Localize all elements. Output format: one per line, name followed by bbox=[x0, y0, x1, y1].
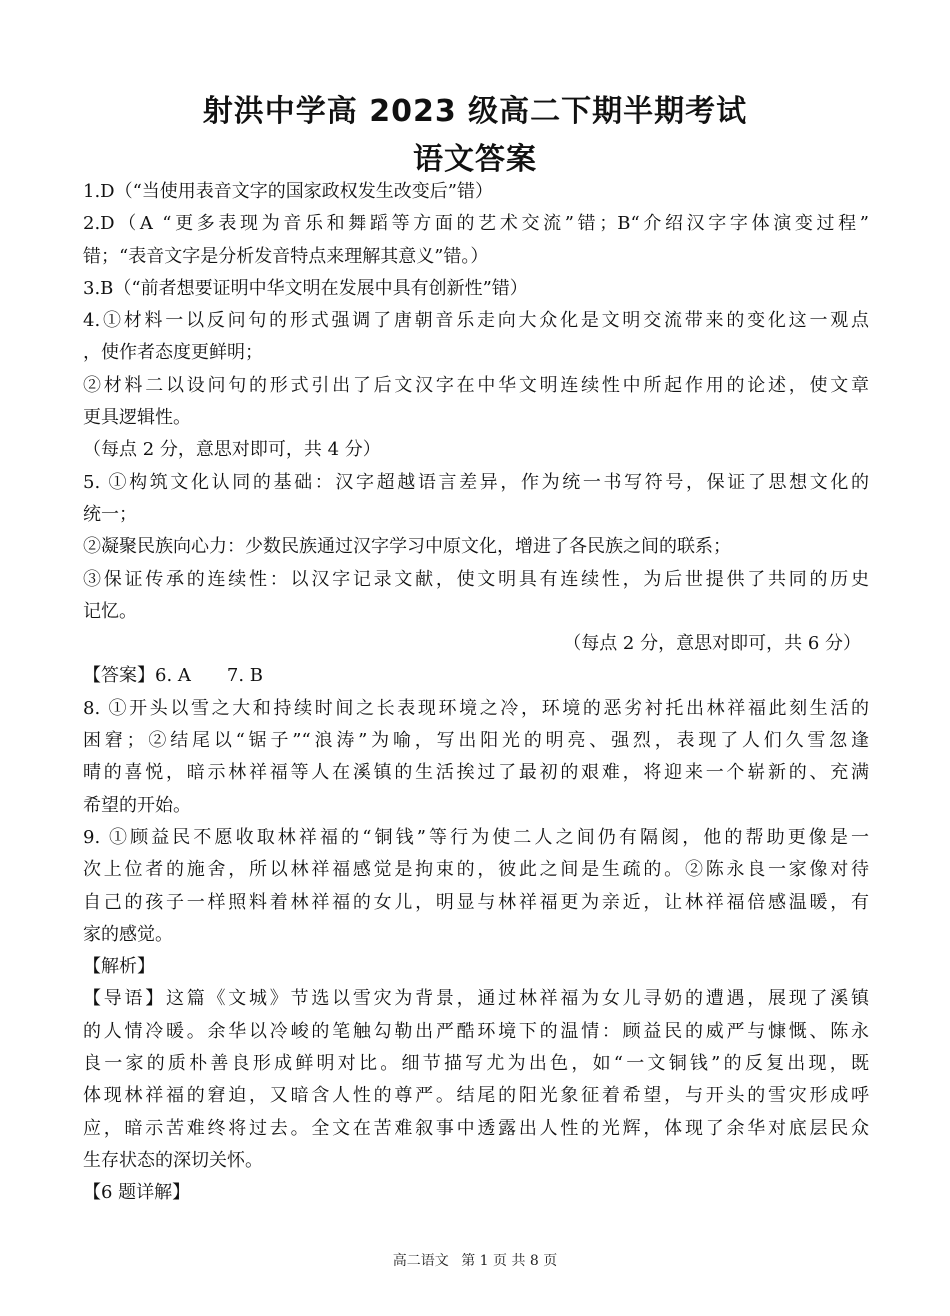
answer-line-q9d: 家的感觉。 bbox=[83, 923, 173, 945]
answer-line-q5d: ③保证传承的连续性：以汉字记录文献，使文明具有连续性，为后世提供了共同的历史 bbox=[83, 568, 869, 590]
answer-line-q2b: 错；“表音文字是分析发音特点来理解其意义”错。） bbox=[83, 245, 489, 267]
answer-line-q9c: 自己的孩子一样照料着林祥福的女儿，明显与林祥福更为亲近，让林祥福倍感温暖，有 bbox=[83, 891, 869, 913]
answer-line-q3: 3.B（“前者想要证明中华文明在发展中具有创新性”错） bbox=[83, 277, 528, 299]
intro-line-4: 体现林祥福的窘迫，又暗含人性的尊严。结尾的阳光象征着希望，与开头的雪灾形成呼 bbox=[83, 1085, 869, 1107]
answer-line-q4c: ②材料二以设问句的形式引出了后文汉字在中华文明连续性中所起作用的论述，使文章 bbox=[83, 374, 869, 396]
intro-line-2: 的人情冷暖。余华以冷峻的笔触勾勒出严酷环境下的温情：顾益民的威严与慷慨、陈永 bbox=[83, 1020, 869, 1042]
analysis-heading: 【解析】 bbox=[83, 956, 155, 978]
scoring-note-q5: （每点 2 分，意思对即可，共 6 分） bbox=[563, 633, 861, 655]
exam-title: 射洪中学高 2023 级高二下期半期考试 bbox=[202, 94, 748, 129]
answer-line-q9a: 9. ①顾益民不愿收取林祥福的“铜钱”等行为使二人之间仍有隔阂，他的帮助更像是一 bbox=[83, 826, 869, 848]
intro-line-3: 良一家的质朴善良形成鲜明对比。细节描写尤为出色，如“一文铜钱”的反复出现，既 bbox=[83, 1053, 869, 1075]
page-footer bbox=[0, 1250, 950, 1270]
answer-subtitle: 语文答案 bbox=[413, 142, 537, 177]
answer-line-q5c: ②凝聚民族向心力：少数民族通过汉字学习中原文化，增进了各民族之间的联系； bbox=[83, 536, 731, 558]
answer-line-q1: 1.D（“当使用表音文字的国家政权发生改变后”错） bbox=[83, 181, 494, 202]
answer-line-q4d: 更具逻辑性。 bbox=[83, 407, 191, 429]
intro-line-5: 应，暗示苦难终将过去。全文在苦难叙事中透露出人性的光辉，体现了余华对底层民众 bbox=[83, 1117, 869, 1139]
answer-line-q4a: 4.①材料一以反问句的形式强调了唐朝音乐走向大众化是文明交流带来的变化这一观点 bbox=[83, 310, 869, 332]
answer-line-q8b: 困窘；②结尾以“锯子”“浪涛”为喻，写出阳光的明亮、强烈，表现了人们久雪忽逢 bbox=[83, 730, 869, 752]
answer-line-q8a: 8. ①开头以雪之大和持续时间之长表现环境之冷，环境的恶劣衬托出林祥福此刻生活的 bbox=[83, 697, 869, 719]
intro-line-1: 【导语】这篇《文城》节选以雪灾为背景，通过林祥福为女儿寻奶的遭遇，展现了溪镇 bbox=[83, 988, 869, 1010]
answer-line-q5a: 5. ①构筑文化认同的基础：汉字超越语言差异，作为统一书写符号，保证了思想文化的 bbox=[83, 471, 869, 493]
answer-line-q9b: 次上位者的施舍，所以林祥福感觉是拘束的，彼此之间是生疏的。②陈永良一家像对待 bbox=[83, 859, 869, 881]
answer-line-q5b: 统一； bbox=[83, 503, 137, 525]
answer-line-q6-q7: 【答案】6. A 7. B bbox=[83, 665, 264, 687]
answer-line-q5e: 记忆。 bbox=[83, 600, 137, 622]
intro-line-6: 生存状态的深切关怀。 bbox=[83, 1149, 263, 1171]
answer-body bbox=[83, 176, 869, 1210]
footer-subject: 高二语文 bbox=[392, 1253, 449, 1269]
q6-detail-heading: 【6 题详解】 bbox=[83, 1182, 191, 1204]
answer-line-q8c: 晴的喜悦，暗示林祥福等人在溪镇的生活挨过了最初的艰难，将迎来一个崭新的、充满 bbox=[83, 762, 869, 784]
footer-page-number: 第 1 页 共 8 页 bbox=[461, 1253, 558, 1269]
scoring-note-q4: （每点 2 分，意思对即可，共 4 分） bbox=[83, 439, 381, 461]
answer-line-q4b: ，使作者态度更鲜明； bbox=[83, 342, 263, 364]
answer-line-q2a: 2.D（A “更多表现为音乐和舞蹈等方面的艺术交流”错；B“介绍汉字字体演变过程” bbox=[83, 213, 869, 235]
answer-line-q8d: 希望的开始。 bbox=[83, 794, 191, 816]
